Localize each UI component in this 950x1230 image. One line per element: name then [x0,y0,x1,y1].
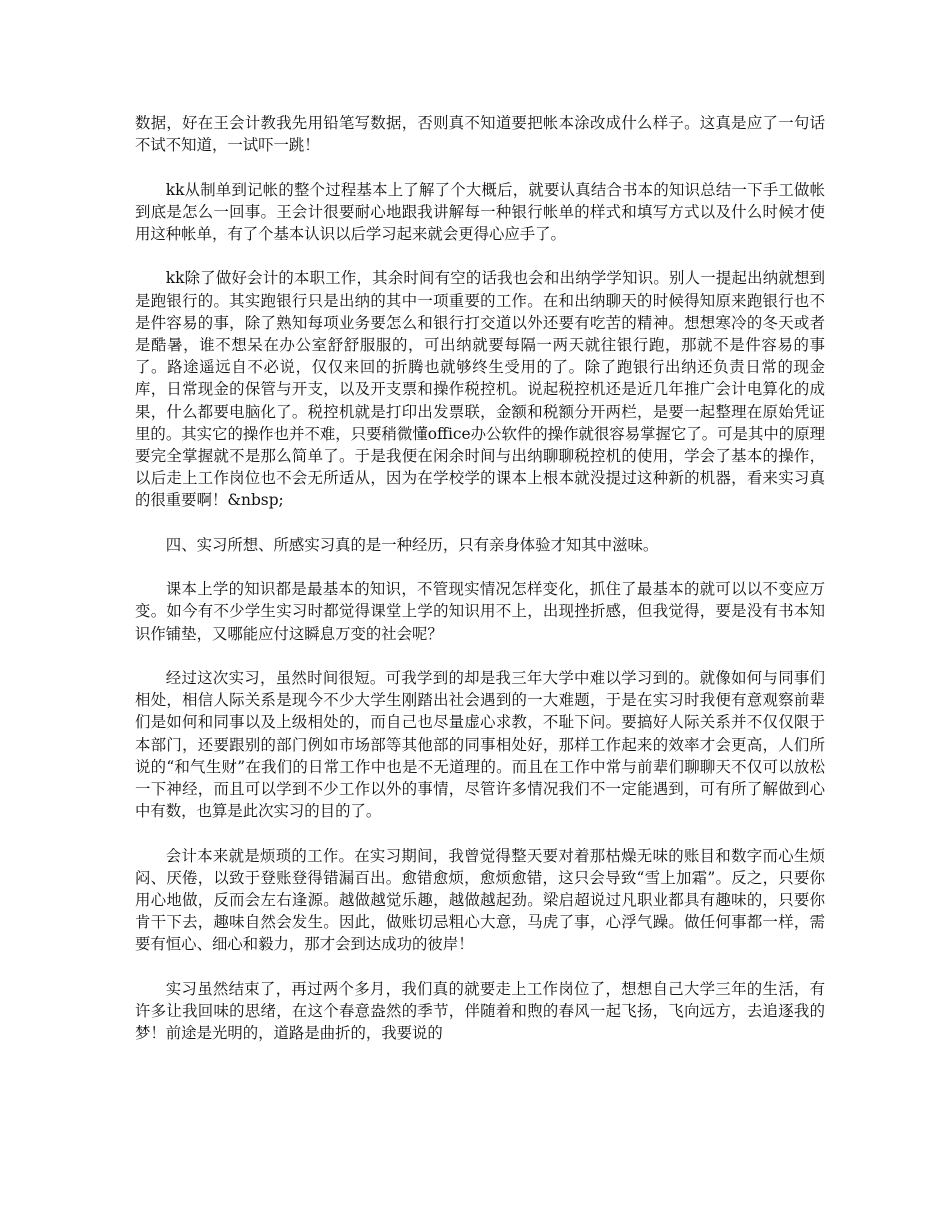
paragraph: 四、实习所想、所感实习真的是一种经历，只有亲身体验才知其中滋味。 [165,535,659,554]
paragraph: 实习虽然结束了，再过两个多月，我们真的就要走上工作岗位了，想想自己大学三年的生活，有许多让我回味的思绪，在这个春意盎然的季节，伴随着和煦的春风一起飞扬，飞向远方，去追逐我的梦！前途是光明的，道路是曲折的，我要说的 [135,979,825,1043]
paragraph: kk从制单到记帐的整个过程基本上了解了个大概后，就要认真结合书本的知识总结一下手工做帐到底是怎么一回事。王会计很要耐心地跟我讲解每一种银行帐单的样式和填写方式以及什么时候才使用这种帐单，有了个基本认识以后学习起来就会更得心应手了。 [135,180,825,243]
paragraph: 数据，好在王会计教我先用铅笔写数据，否则真不知道要把帐本涂改成什么样子。这真是应了一句话不试不知道，一试吓一跳！ [135,114,825,155]
document-body [135,112,825,1067]
paragraph: 课本上学的知识都是最基本的知识，不管现实情况怎样变化，抓住了最基本的就可以以不变应万变。如今有不少学生实习时都觉得课堂上学的知识用不上，出现挫折感，但我觉得，要是没有书本知识作铺垫，又哪能应付这瞬息万变的社会呢？ [135,580,825,643]
paragraph: 经过这次实习，虽然时间很短。可我学到的却是我三年大学中难以学习到的。就像如何与同事们相处，相信人际关系是现今不少大学生刚踏出社会遇到的一大难题，于是在实习时我便有意观察前辈们是如何和同事以及上级相处的，而自己也尽量虚心求教，不耻下问。要搞好人际关系并不仅仅限于本部门，还要跟别的部门例如市场部等其他部的同事相处好，那样工作起来的效率才会更高，人们所说的“和气生财”在我们的日常工作中也是不无道理的。而且在工作中常与前辈们聊聊天不仅可以放松一下神经，而且可以学到不少工作以外的事情，尽管许多情况我们不一定能遇到，可有所了解做到心中有数，也算是此次实习的目的了。 [135,669,825,821]
paragraph: 会计本来就是烦琐的工作。在实习期间，我曾觉得整天要对着那枯燥无味的账目和数字而心生烦闷、厌倦，以致于登账登得错漏百出。愈错愈烦，愈烦愈错，这只会导致“雪上加霜”。反之，只要你用心地做，反而会左右逢源。越做越觉乐趣，越做越起劲。梁启超说过凡职业都具有趣味的，只要你肯干下去，趣味自然会发生。因此，做账切忌粗心大意，马虎了事，心浮气躁。做任何事都一样，需要有恒心、细心和毅力，那才会到达成功的彼岸！ [135,846,825,954]
paragraph: kk除了做好会计的本职工作，其余时间有空的话我也会和出纳学学知识。别人一提起出纳就想到是跑银行的。其实跑银行只是出纳的其中一项重要的工作。在和出纳聊天的时候得知原来跑银行也不是件容易的事，除了熟知每项业务要怎么和银行打交道以外还要有吃苦的精神。想想寒冷的冬天或者是酷暑，谁不想呆在办公室舒舒服服的，可出纳就要每隔一两天就往银行跑，那就不是件容易的事了。路途遥远自不必说，仅仅来回的折腾也就够终生受用的了。除了跑银行出纳还负责日常的现金库，日常现金的保管与开支，以及开支票和操作税控机。说起税控机还是近几年推广会计电算化的成果，什么都要电脑化了。税控机就是打印出发票联，金额和税额分开两栏，是要一起整理在原始凭证里的。其实它的操作也并不难，只要稍微懂office办公软件的操作就很容易掌握它了。可是其中的原理要完全掌握就不是那么简单了。于是我便在闲余时间与出纳聊聊税控机的使用，学会了基本的操作，以后走上工作岗位也不会无所适从，因为在学校学的课本上根本就没提过这种新的机器，看来实习真的很重要啊！&nbsp; [135,269,825,510]
